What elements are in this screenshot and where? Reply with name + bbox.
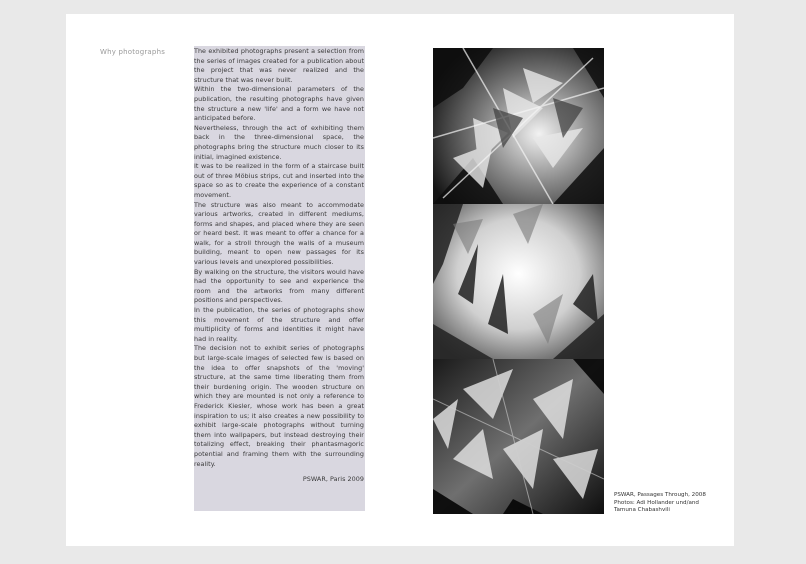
paragraph: The structure was also meant to accommodate various artworks, created in different mediums, forms and shapes, and placed where they are seen or heard best. It was meant to offer a chance for a walk, for a stroll through the walls of a museum building, meant to open new passages for its various levels and unexplored possibilities. [194,200,364,267]
caption-line: Photos: Adi Hollander und/and [614,499,699,506]
document-page [66,14,734,546]
text-column [194,46,365,511]
paragraph: It was to be realized in the form of a staircase built out of three Möbius strips, cut and inserted into the space so as to create the experience of a constant movement. [194,162,364,199]
paragraph: The decision not to exhibit series of photographs but large-scale images of selected few is based on the idea to offer snapshots of the 'moving' structure, at the same time liberating them from their burdening origin. The wooden structure on which they are mounted is not only a reference to Frederick Kiesler, whose work has been a great inspiration to us; it also creates a new possibility to exhibit large-scale photographs without turning them into wallpapers, but instead destroying their totalizing effect, breaking their phantasmagoric potential and framing them with the surrounding reality. [194,344,364,468]
paragraph: By walking on the structure, the visitors would have had the opportunity to see and experience the room and the artworks from many different positions and perspectives. [194,267,364,305]
section-label: Why photographs [100,48,166,56]
paragraph: In the publication, the series of photographs show this movement of the structure and offer multiplicity of forms and identities it might have had in reality. [194,306,364,343]
photo-bottom [433,359,604,514]
paragraph: Within the two-dimensional parameters of the publication, the resulting photographs have given the structure a new 'life' and a form we have not anticipated before. [194,85,364,123]
paragraph: Nevertheless, through the act of exhibiting them back in the three-dimensional space, the photographs bring the structure much closer to its initial, imagined existence. [194,123,364,161]
paragraph: The exhibited photographs present a selection from the series of images created for a publication about the project that was never realized and the structure that was never built. [194,47,364,84]
caption-line: PSWAR, Passages Through, 2008 [614,492,706,498]
caption-line: Tamuna Chabashvili [614,507,670,514]
photo-caption [614,492,724,515]
photo-top [433,48,604,204]
photo-middle [433,204,604,359]
signature: PSWAR, Paris 2009 [302,475,364,484]
photo-strip [433,48,604,514]
